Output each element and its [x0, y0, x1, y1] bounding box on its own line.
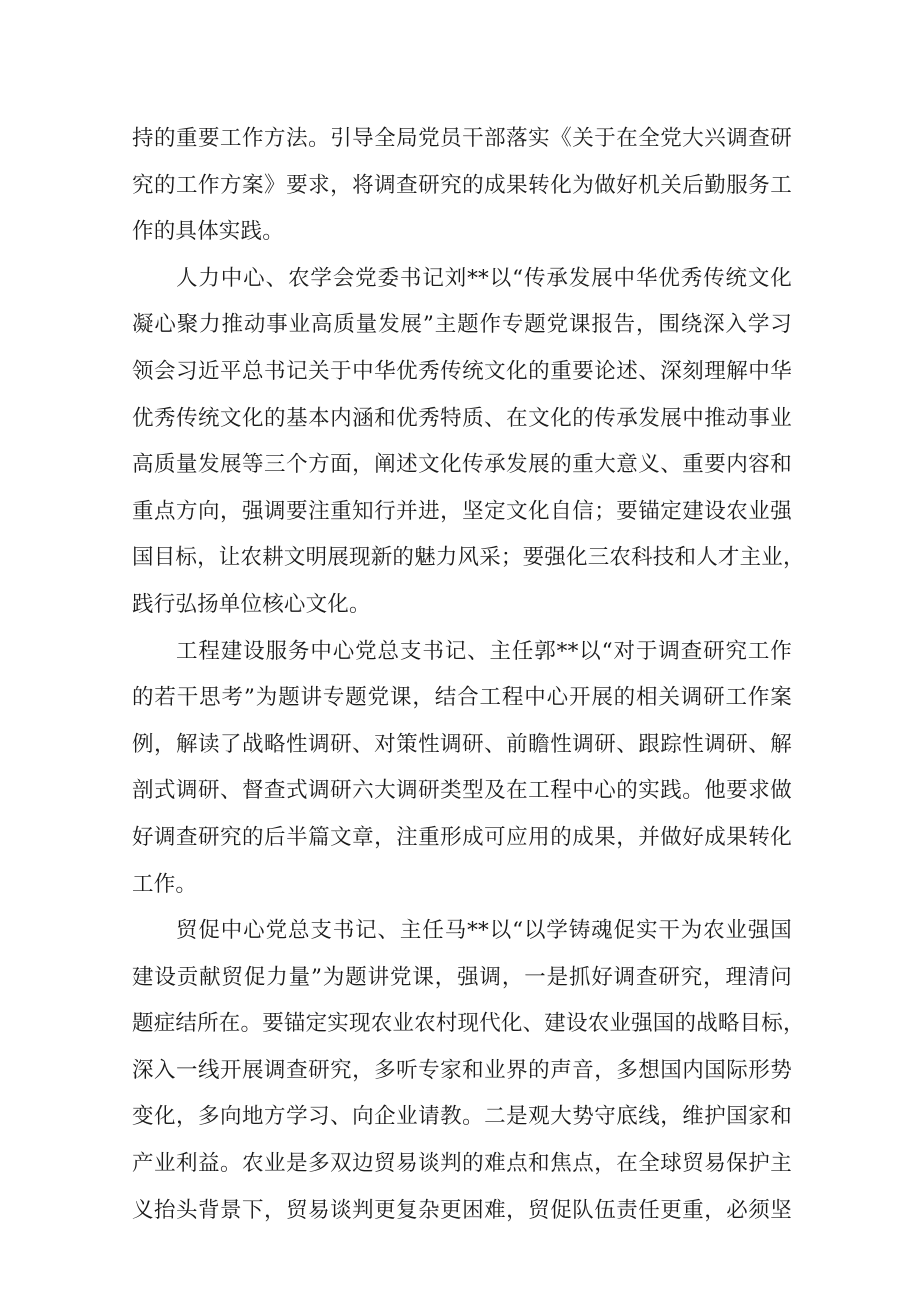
text-line: 义抬头背景下，贸易谈判更复杂更困难，贸促队伍责任更重，必须坚 [132, 1197, 792, 1223]
paragraph-4 [132, 908, 805, 1234]
text-line: 践行弘扬单位核心文化。 [132, 591, 371, 617]
paragraph-2 [132, 256, 805, 629]
text-line: 工程建设服务中心党总支书记、主任郭**以“对于调查研究工作 [176, 638, 792, 664]
text-line: 国目标，让农耕文明展现新的魅力风采；要强化三农科技和人才主业， [132, 545, 805, 571]
text-line: 剖式调研、督查式调研六大调研类型及在工程中心的实践。他要求做 [132, 778, 792, 804]
paragraph-1 [132, 116, 792, 256]
text-line: 优秀传统文化的基本内涵和优秀特质、在文化的传承发展中推动事业 [132, 405, 792, 431]
text-line: 好调查研究的后半篇文章，注重形成可应用的成果，并做好成果转化 [132, 824, 792, 850]
text-line: 建设贡献贸促力量”为题讲党课，强调，一是抓好调查研究，理清问 [132, 964, 792, 990]
text-line: 工作。 [132, 871, 198, 897]
text-line: 究的工作方案》要求，将调查研究的成果转化为做好机关后勤服务工 [132, 172, 792, 198]
text-line: 题症结所在。要锚定实现农业农村现代化、建设农业强国的战略目标， [132, 1011, 805, 1037]
text-line: 重点方向，强调要注重知行并进，坚定文化自信；要锚定建设农业强 [132, 498, 792, 524]
text-line: 的若干思考”为题讲专题党课，结合工程中心开展的相关调研工作案 [132, 685, 792, 711]
text-line: 持的重要工作方法。引导全局党员干部落实《关于在全党大兴调查研 [132, 126, 792, 151]
text-line: 产业利益。农业是多双边贸易谈判的难点和焦点，在全球贸易保护主 [132, 1151, 792, 1177]
text-line: 作的具体实践。 [132, 219, 284, 245]
text-line: 高质量发展等三个方面，阐述文化传承发展的重大意义、重要内容和 [132, 452, 792, 478]
paragraph-3 [132, 629, 792, 909]
text-line: 领会习近平总书记关于中华优秀传统文化的重要论述、深刻理解中华 [132, 358, 792, 384]
text-line: 例，解读了战略性调研、对策性调研、前瞻性调研、跟踪性调研、解 [132, 731, 792, 757]
text-line: 人力中心、农学会党委书记刘**以“传承发展中华优秀传统文化 [176, 265, 792, 291]
text-line: 深入一线开展调查研究，多听专家和业界的声音，多想国内国际形势 [132, 1057, 792, 1083]
text-line: 变化，多向地方学习、向企业请教。二是观大势守底线，维护国家和 [132, 1104, 792, 1130]
text-line: 贸促中心党总支书记、主任马**以“以学铸魂促实干为农业强国 [176, 918, 792, 944]
text-line: 凝心聚力推动事业高质量发展”主题作专题党课报告，围绕深入学习 [132, 312, 792, 338]
document-body [132, 116, 805, 1234]
